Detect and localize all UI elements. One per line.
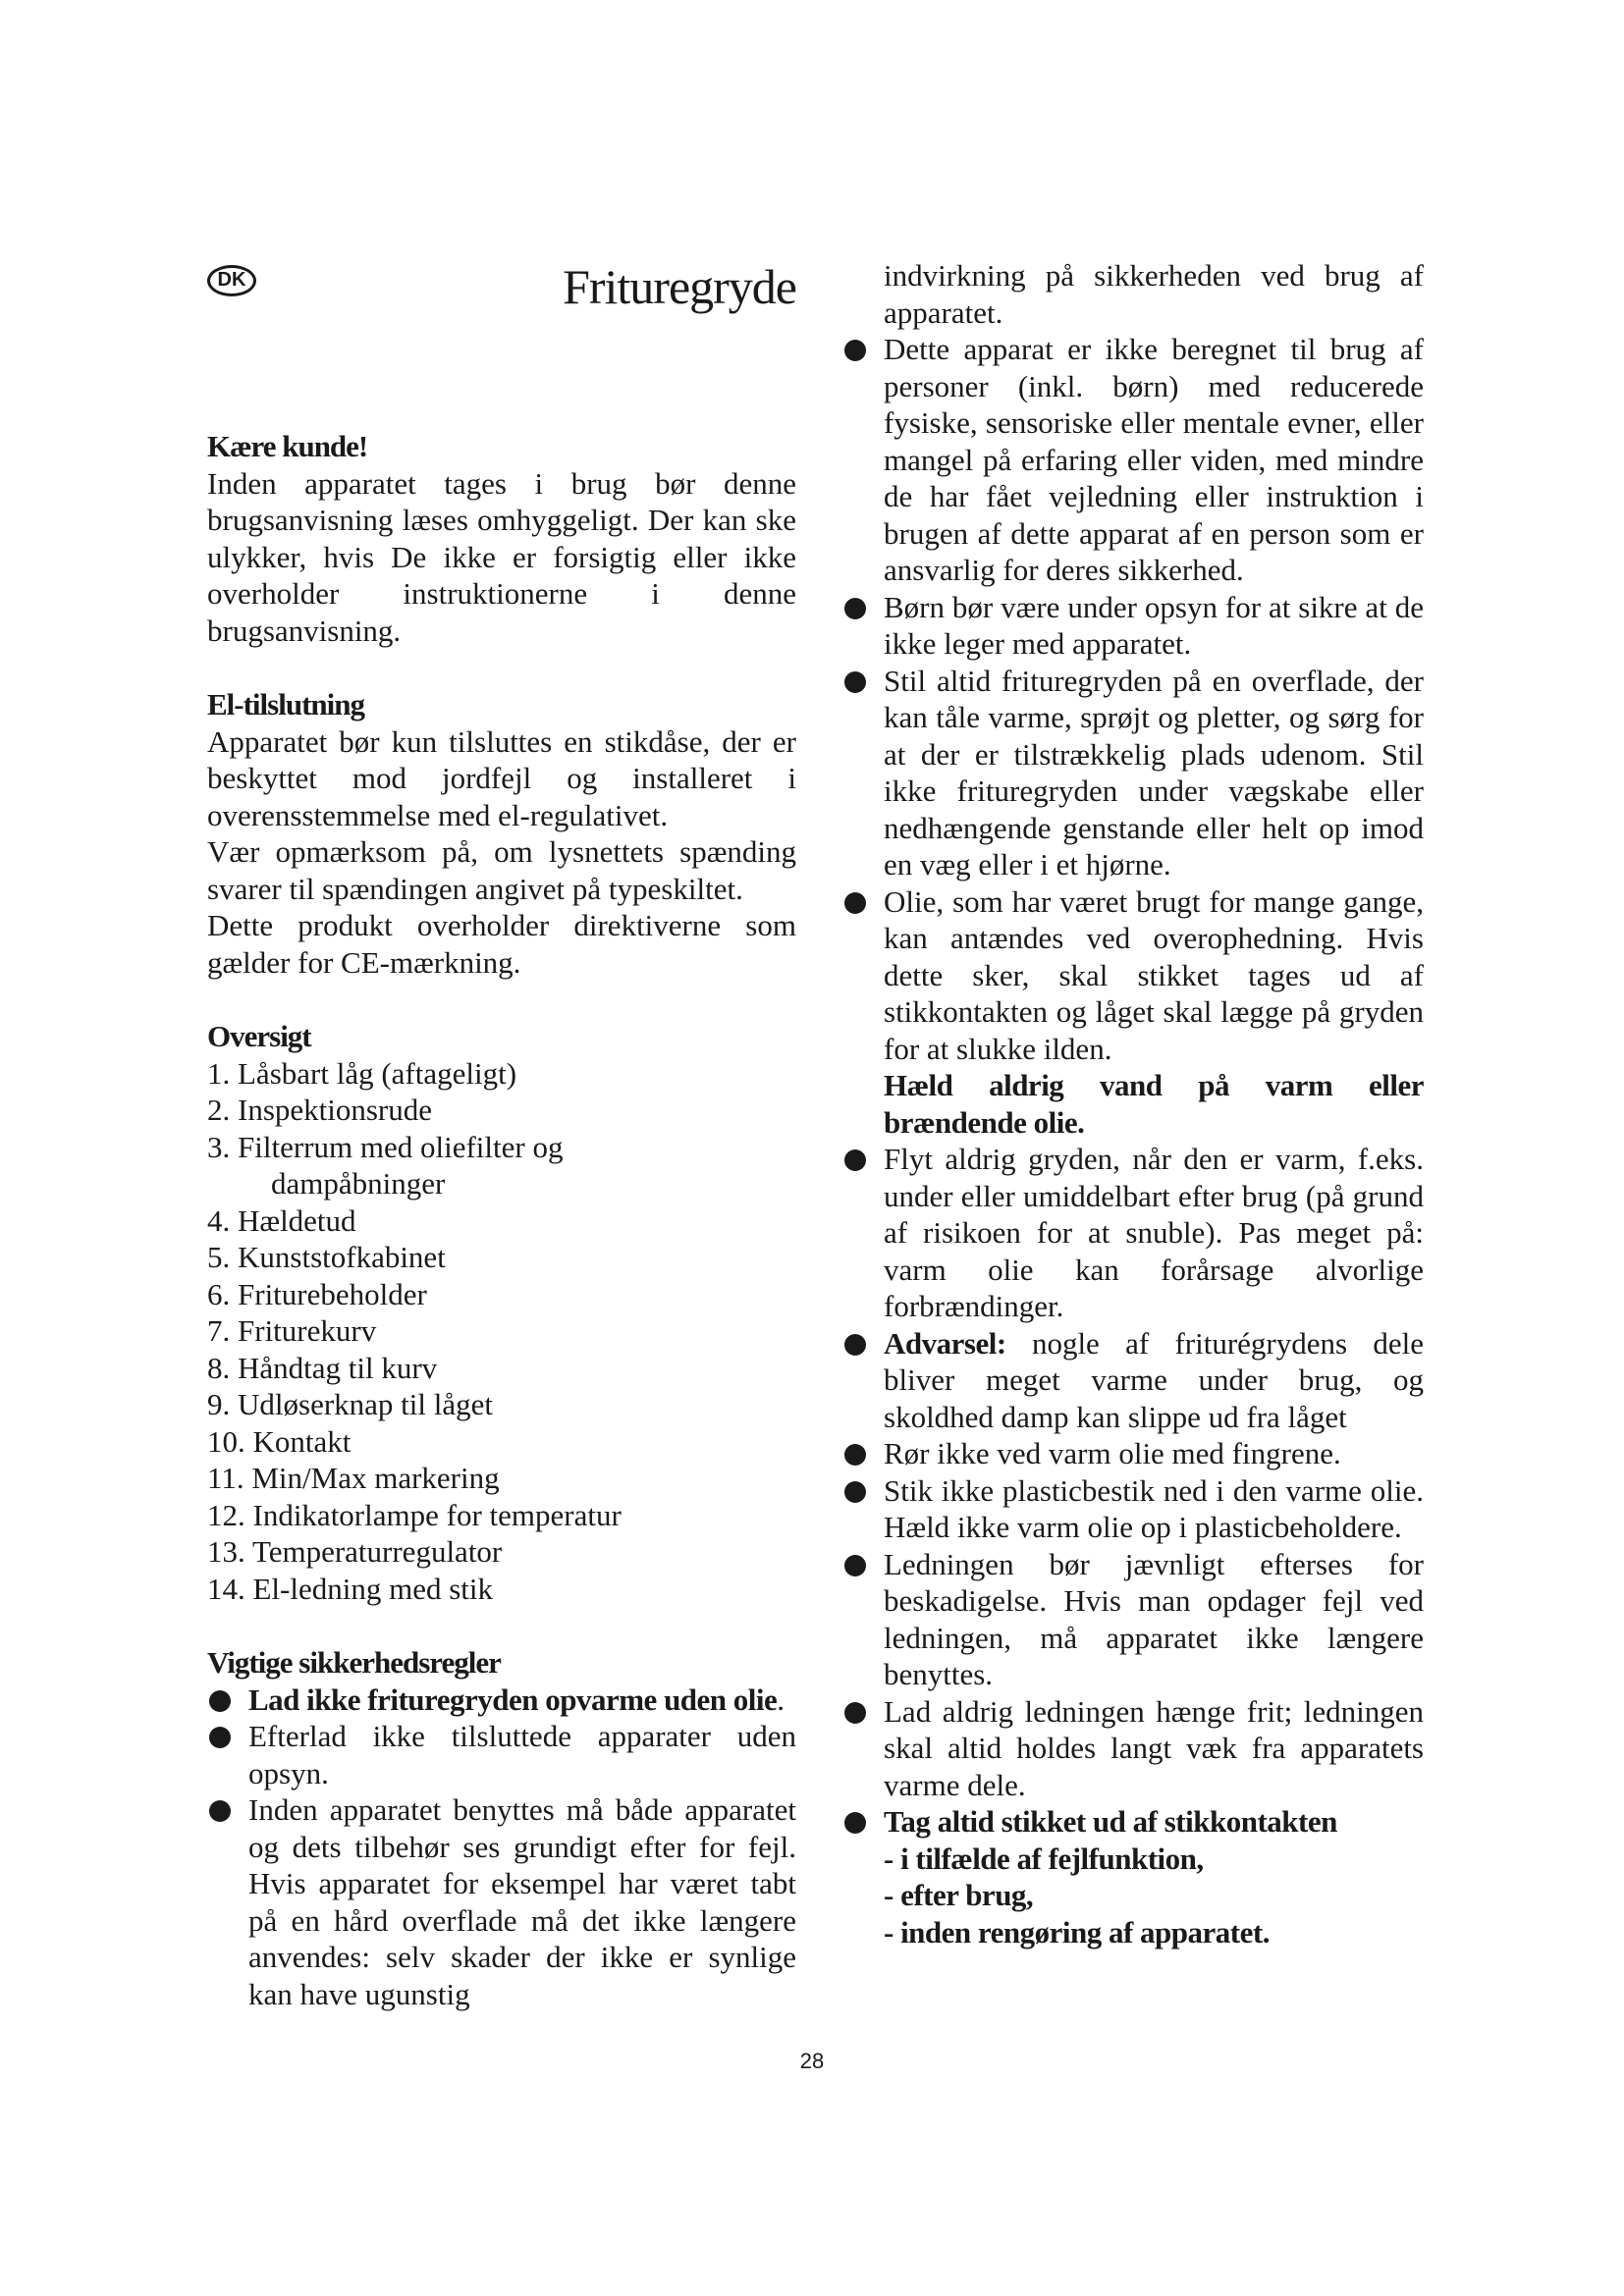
list-item: 3. Filterrum med oliefilter og <box>207 1129 564 1164</box>
safety-item: Dette apparat er ikke beregnet til brug af personer (inkl. børn) med reducerede fysiske, sensoriske eller mentale evner, eller mangel på erfaring eller viden, med mindre de har fået vejledning eller instruktion i brugen af dette apparat af en person som er ansvarlig for deres sikkerhed. <box>842 331 1424 589</box>
list-item: 11. Min/Max markering <box>207 1461 500 1495</box>
safety-heading: Vigtige sikkerhedsregler <box>207 1645 501 1680</box>
electrical-text-3: Dette produkt overholder direktiverne som gælder for CE-mærkning. <box>207 908 796 980</box>
safety-item: Børn bør være under opsyn for at sikre at de ikke leger med apparatet. <box>842 589 1424 663</box>
safety-item: Flyt aldrig gryden, når den er varm, f.eks. under eller umiddelbart efter brug (på grund af risikoen for at snuble). Pas meget på: varm olie kan forårsage alvorlige forbrændinger. <box>842 1141 1424 1325</box>
intro-text: Inden apparatet tages i brug bør denne brugsanvisning læses omhyggeligt. Der kan ske ulykker, hvis De ikke er forsigtig eller ikke overholder instruktionerne i denne brugsanvisning. <box>207 465 796 648</box>
safety-list-right <box>842 257 1424 1841</box>
list-item: 13. Temperaturregulator <box>207 1534 503 1569</box>
safety-item <box>842 1803 1424 1841</box>
list-item: - i tilfælde af fejlfunktion, <box>884 1841 1204 1876</box>
safety-item-text: nogle af friturégrydens dele bliver meget varme under brug, og skoldhed damp kan slippe ud fra låget <box>884 1325 1424 1434</box>
electrical-text-2: Vær opmærksom på, om lysnettets spænding svarer til spændingen angivet på typeskiltet. <box>207 834 796 906</box>
overview-list <box>207 1055 796 1608</box>
electrical-text-1: Apparatet bør kun tilsluttes en stikdåse, der er beskyttet mod jordfejl og installeret i overensstemmelse med el-regulativet. <box>207 723 796 832</box>
list-item: 7. Friturekurv <box>207 1313 377 1348</box>
safety-item: Rør ikke ved varm olie med fingrene. <box>842 1435 1424 1472</box>
overview-heading: Oversigt <box>207 1019 311 1053</box>
list-item: 12. Indikatorlampe for temperatur <box>207 1497 622 1532</box>
page-header <box>207 257 796 328</box>
safety-item-continuation: indvirkning på sikkerheden ved brug af apparatet. <box>884 258 1424 330</box>
safety-item: Lad aldrig ledningen hænge frit; ledningen skal altid holdes langt væk fra apparatets varme dele. <box>842 1693 1424 1804</box>
intro-heading: Kære kunde! <box>207 429 368 463</box>
safety-item-text: . <box>777 1682 785 1717</box>
list-item: - inden rengøring af apparatet. <box>884 1914 1270 1949</box>
language-badge: DK <box>207 265 256 296</box>
safety-item: Efterlad ikke tilsluttede apparater uden opsyn. <box>207 1718 796 1791</box>
left-column <box>207 257 796 2012</box>
safety-item: Stik ikke plasticbestik ned i den varme olie. Hæld ikke varm olie op i plasticbeholdere. <box>842 1472 1424 1546</box>
list-item: 4. Hældetud <box>207 1202 356 1238</box>
electrical-heading: El-tilslutning <box>207 687 364 721</box>
list-item: 10. Kontakt <box>207 1423 352 1459</box>
safety-warning-bold: Hæld aldrig vand på varm eller brændende olie. <box>884 1068 1424 1140</box>
list-item-continuation-text: dampåbninger <box>271 1166 446 1201</box>
list-item: 5. Kunststofkabinet <box>207 1240 446 1274</box>
safety-item <box>842 1325 1424 1436</box>
list-item: - efter brug, <box>884 1878 1034 1912</box>
intro-section <box>207 428 796 649</box>
list-item: 14. El-ledning med stik <box>207 1571 494 1606</box>
safety-list-left <box>207 1682 796 2013</box>
safety-item-text: Olie, som har været brugt for mange gange, kan antændes ved overophedning. Hvis dette sker, skal stikket tages ud af stikkontakten og låget skal lægge på gryden for at slukke ilden. <box>884 883 1424 1066</box>
list-item: 2. Inspektionsrude <box>207 1093 433 1127</box>
safety-item: Inden apparatet benyttes må både apparatet og dets tilbehør ses grundigt efter for fejl. Hvis apparatet for eksempel har været tabt på en hård overflade må det ikke længere anvendes: selv skader der ikke er synlige kan have ugunstig <box>207 1791 796 2012</box>
safety-item: Ledningen bør jævnligt efterses for beskadigelse. Hvis man opdager fejl ved ledningen, må apparatet ikke længere benyttes. <box>842 1546 1424 1693</box>
safety-section <box>207 1644 796 2012</box>
warning-label: Advarsel: <box>884 1325 1006 1361</box>
list-item: 1. Låsbart låg (aftageligt) <box>207 1055 517 1091</box>
list-item-continuation <box>207 1165 796 1202</box>
list-item: 6. Friturebeholder <box>207 1276 427 1311</box>
right-column <box>842 257 1424 1950</box>
unplug-heading: Tag altid stikket ud af stikkontakten <box>884 1804 1337 1839</box>
electrical-section <box>207 686 796 981</box>
page-number: 28 <box>799 2049 825 2073</box>
safety-item <box>207 1682 796 1719</box>
list-item: 9. Udløserknap til låget <box>207 1387 493 1421</box>
overview-section <box>207 1018 796 1607</box>
list-item: 8. Håndtag til kurv <box>207 1350 438 1385</box>
safety-item <box>842 883 1424 1142</box>
safety-item: Stil altid frituregryden på en overflade, der kan tåle varme, sprøjt og pletter, og sørg for at der er tilstrækkelig plads udenom. Stil ikke frituregryden under vægskabe eller nedhængende genstande eller helt op imod en væg eller i et hjørne. <box>842 663 1424 883</box>
unplug-list <box>842 1841 1424 1951</box>
page-title: Frituregryde <box>563 259 796 314</box>
safety-item-bold: Lad ikke frituregryden opvarme uden olie <box>248 1682 778 1717</box>
